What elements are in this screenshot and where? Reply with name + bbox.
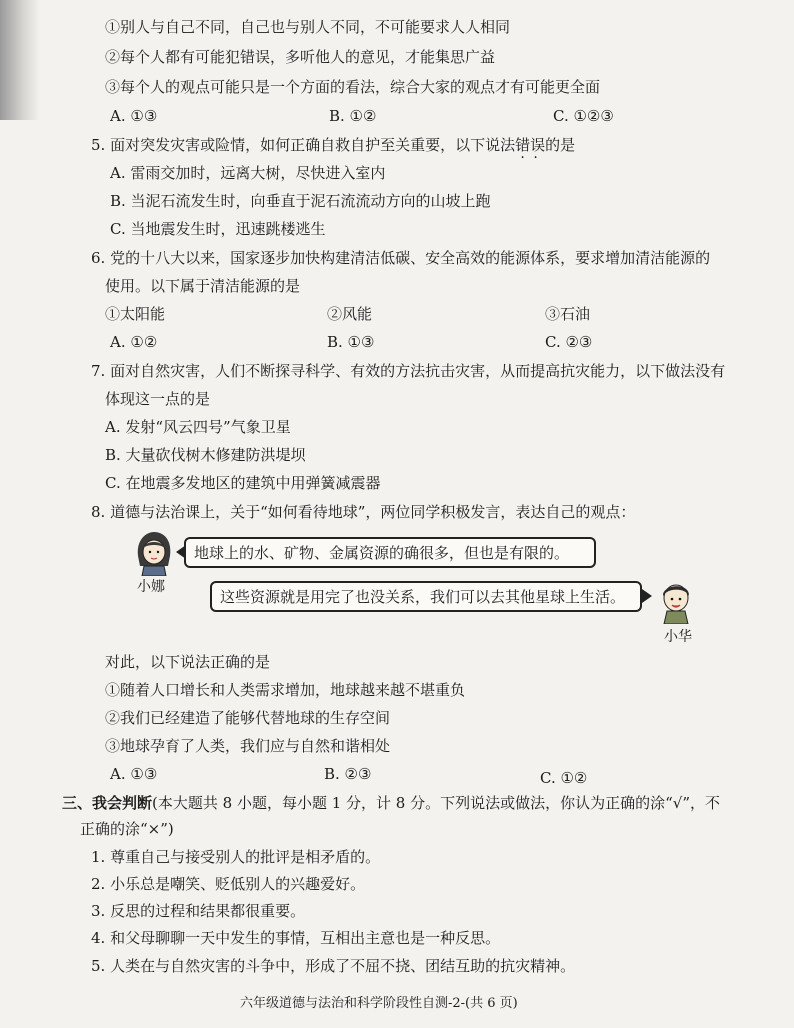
statement-2: ②我们已经建造了能够代替地球的生存空间 [105,709,391,727]
statement-3: ③地球孕育了人类，我们应与自然和谐相处 [105,737,391,755]
boy-avatar-icon [654,578,698,624]
question-5-stem: 5. 面对突发灾害或险情，如何正确自救自护至关重要，以下说法错误 · ·的是 [91,135,575,155]
section-3-title: 三、我会判断 [62,794,153,812]
statement-1: ①太阳能 [105,305,166,323]
option-a: A. 雷雨交加时，远离大树，尽快进入室内 [110,164,386,182]
option-b: B. ①② [329,107,377,125]
question-7-stem: 7. 面对自然灾害，人们不断探寻科学、有效的方法抗击灾害，从而提高抗灾能力，以下做法没有 [91,362,726,380]
speech-bubble-xiaona: 地球上的水、矿物、金属资源的确很多，但也是有限的。 [184,537,596,568]
question-6-stem: 6. 党的十八大以来，国家逐步加快构建清洁低碳、安全高效的能源体系，要求增加清洁能源的 [91,249,711,267]
option-b: B. ①③ [327,333,375,351]
girl-avatar-icon [132,530,176,576]
student-name-xiaona: 小娜 [137,579,165,595]
statement-2: ②风能 [327,305,373,323]
speech-bubble-tail [642,589,652,603]
question-8-stem: 8. 道德与法治课上，关于“如何看待地球”，两位同学积极发言，表达自己的观点： [91,503,636,521]
statement-3: ③石油 [545,305,591,323]
judge-item-5: 5. 人类在与自然灾害的斗争中，形成了不屈不挠、团结互助的抗灾精神。 [91,957,576,975]
statement-3: ③每个人的观点可能只是一个方面的看法，综合大家的观点才有可能更全面 [105,78,601,96]
option-c: C. ①② [540,769,588,787]
page-footer: 六年级道德与法治和科学阶段性自测-2-(共 6 页) [240,996,518,1011]
section-3-header [62,793,720,813]
option-b: B. ②③ [324,765,372,783]
judge-item-1: 1. 尊重自己与接受别人的批评是相矛盾的。 [91,848,381,866]
option-c: C. 当地震发生时，迅速跳楼逃生 [110,220,326,238]
option-c: C. ②③ [545,333,593,351]
speech-bubble-xiaohua: 这些资源就是用完了也没关系，我们可以去其他星球上生活。 [210,581,642,612]
option-b: B. 大量砍伐树木修建防洪堤坝 [105,446,306,464]
section-3-instructions: (本大题共 8 小题，每小题 1 分，计 8 分。下列说法或做法，你认为正确的涂“√”，不 [152,794,721,812]
option-b: B. 当泥石流发生时，向垂直于泥石流流动方向的山坡上跑 [110,192,491,210]
scan-shadow [0,0,40,120]
statement-1: ①别人与自己不同，自己也与别人不同，不可能要求人人相同 [105,18,511,36]
question-6-stem-cont: 使用。以下属于清洁能源的是 [105,277,301,295]
option-a: A. ①③ [110,765,158,783]
question-8-ask: 对此，以下说法正确的是 [105,653,271,671]
judge-item-3: 3. 反思的过程和结果都很重要。 [91,902,306,920]
option-a: A. ①② [110,333,158,351]
option-c: C. ①②③ [553,107,614,125]
judge-item-4: 4. 和父母聊聊一天中发生的事情，互相出主意也是一种反思。 [91,929,501,947]
judge-item-2: 2. 小乐总是嘲笑、贬低别人的兴趣爱好。 [91,875,366,893]
option-a: A. 发射“风云四号”气象卫星 [105,418,291,436]
option-c: C. 在地震多发地区的建筑中用弹簧减震器 [105,474,381,492]
student-name-xiaohua: 小华 [664,629,692,645]
option-a: A. ①③ [110,107,158,125]
statement-2: ②每个人都有可能犯错误，多听他人的意见，才能集思广益 [105,48,496,66]
section-3-instructions-cont: 正确的涂“×”) [80,820,174,838]
statement-1: ①随着人口增长和人类需求增加，地球越来越不堪重负 [105,681,466,699]
question-7-stem-cont: 体现这一点的是 [105,390,211,408]
